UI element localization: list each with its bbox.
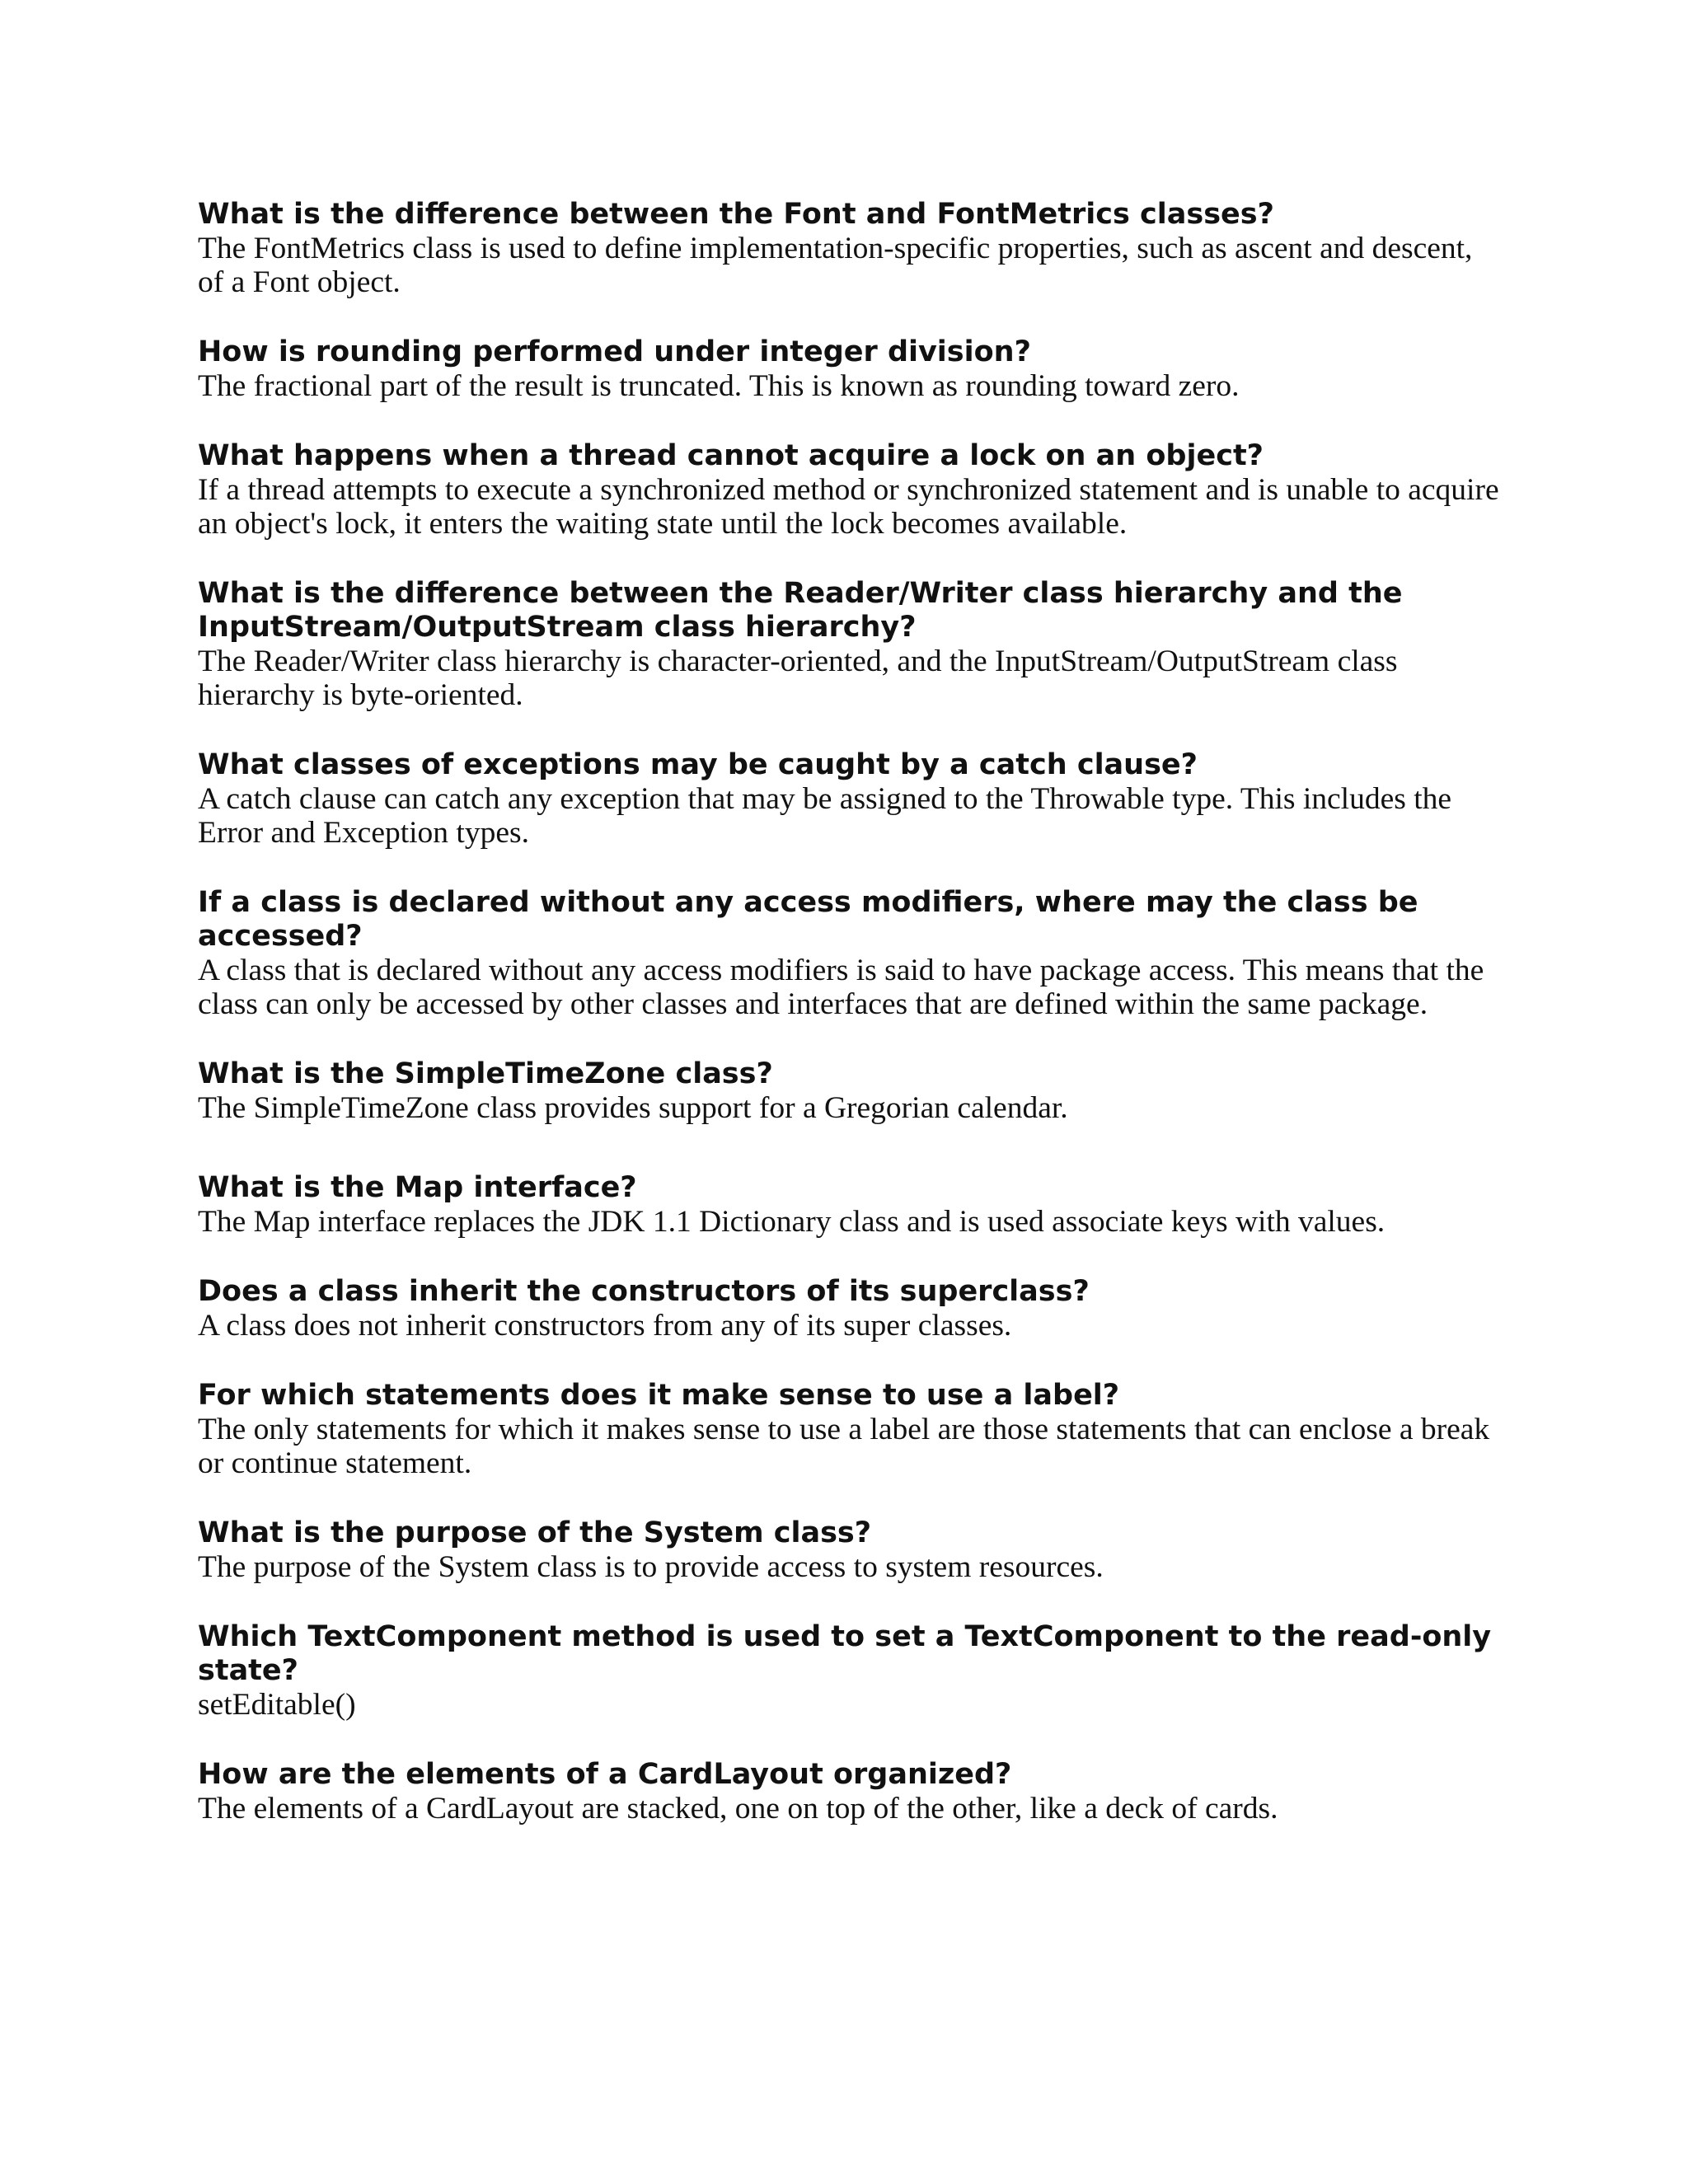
question-text: What is the difference between the Reader/Writer class hierarchy and the InputStream/OutputStream class hierarchy?: [198, 577, 1403, 644]
answer-text: The FontMetrics class is used to define implementation-specific properties, such as ascent and descent, of a Font object.: [198, 232, 1473, 299]
answer-text: The fractional part of the result is truncated. This is known as rounding toward zero.: [198, 369, 1240, 403]
answer-text: The Map interface replaces the JDK 1.1 Dictionary class and is used associate keys with values.: [198, 1205, 1386, 1239]
question-text: Which TextComponent method is used to set a TextComponent to the read-only state?: [198, 1620, 1492, 1687]
question-text: How are the elements of a CardLayout organized?: [198, 1758, 1012, 1791]
question-text: What is the Map interface?: [198, 1171, 637, 1204]
answer-text: The Reader/Writer class hierarchy is character-oriented, and the InputStream/OutputStream class hierarchy is byte-oriented.: [198, 644, 1398, 712]
answer-text: A catch clause can catch any exception that may be assigned to the Throwable type. This includes the Error and Exception types.: [198, 782, 1452, 850]
question-text: If a class is declared without any access modifiers, where may the class be accessed?: [198, 886, 1418, 953]
qa-item: [198, 1758, 1500, 1825]
qa-item: [198, 1275, 1500, 1343]
answer-text: A class does not inherit constructors from any of its super classes.: [198, 1309, 1012, 1343]
answer-text: The SimpleTimeZone class provides support for a Gregorian calendar.: [198, 1091, 1068, 1125]
qa-item: [198, 1516, 1500, 1584]
qa-item: [198, 198, 1500, 299]
qa-item: [198, 1057, 1500, 1125]
answer-text: The only statements for which it makes sense to use a label are those statements that can enclose a break or continue statement.: [198, 1413, 1490, 1480]
qa-item: [198, 748, 1500, 850]
qa-item: [198, 439, 1500, 541]
document-page: [198, 198, 1500, 1825]
question-text: What is the purpose of the System class?: [198, 1516, 872, 1549]
qa-item: [198, 577, 1500, 712]
answer-text: The purpose of the System class is to provide access to system resources.: [198, 1550, 1104, 1584]
answer-text: setEditable(): [198, 1688, 356, 1722]
question-text: How is rounding performed under integer division?: [198, 335, 1031, 368]
qa-item: [198, 1620, 1500, 1722]
qa-item: [198, 886, 1500, 1021]
qa-item: [198, 1171, 1500, 1239]
question-text: Does a class inherit the constructors of its superclass?: [198, 1275, 1090, 1308]
question-text: What classes of exceptions may be caught by a catch clause?: [198, 748, 1198, 781]
question-text: For which statements does it make sense to use a label?: [198, 1379, 1120, 1412]
question-text: What happens when a thread cannot acquire a lock on an object?: [198, 439, 1264, 472]
answer-text: The elements of a CardLayout are stacked, one on top of the other, like a deck of cards.: [198, 1792, 1278, 1825]
question-text: What is the SimpleTimeZone class?: [198, 1057, 773, 1090]
question-text: What is the difference between the Font and FontMetrics classes?: [198, 198, 1274, 231]
answer-text: A class that is declared without any access modifiers is said to have package access. This means that the class can only be accessed by other classes and interfaces that are defined within the same package.: [198, 954, 1484, 1021]
qa-item: [198, 335, 1500, 403]
qa-item: [198, 1379, 1500, 1480]
answer-text: If a thread attempts to execute a synchronized method or synchronized statement and is unable to acquire an object's lock, it enters the waiting state until the lock becomes available.: [198, 473, 1499, 541]
